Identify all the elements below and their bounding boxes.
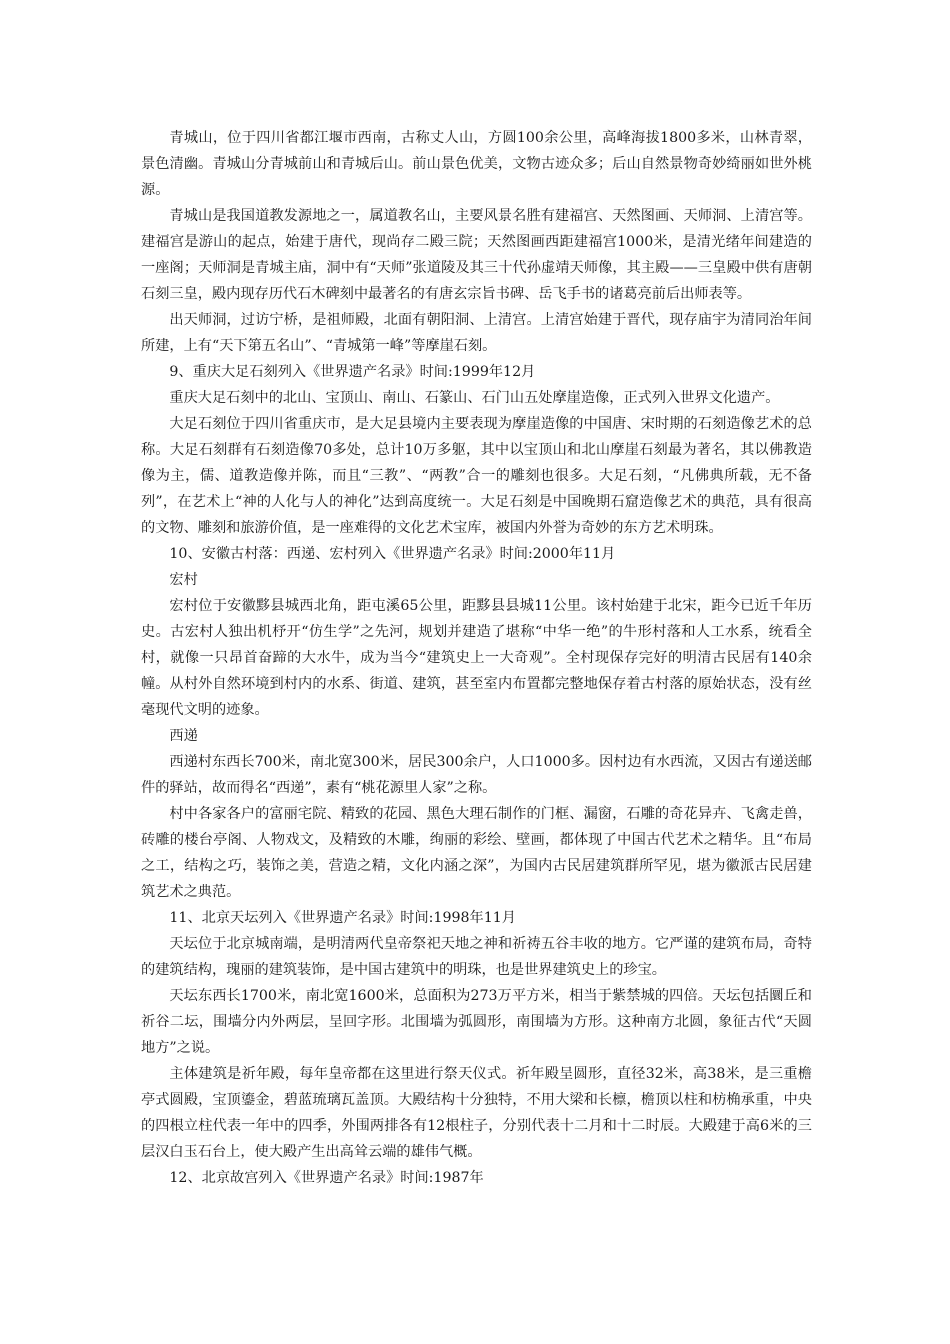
paragraph-temple-layout: 天坛东西长1700米，南北宽1600米，总面积为273万平方米，相当于紫禁城的四倍。天坛包括圜丘和祈谷二坛，围墙分内外两层，呈回字形。北围墙为弧圆形，南围墙为方形。这种南方北圆，象征古代“天圆地方”之说。 [141,988,812,1056]
paragraph-dazu-description: 大足石刻位于四川省重庆市，是大足县境内主要表现为摩崖造像的中国唐、宋时期的石刻造像艺术的总称。大足石刻群有石刻造像70多处，总计10万多躯，其中以宝顶山和北山摩崖石刻最为著名，其以佛教造像为主，儒、道教造像并陈，而且“三教”、“两教”合一的雕刻也很多。大足石刻，“凡佛典所载，无不备列”，在艺术上“神的人化与人的神化”达到高度统一。大足石刻是中国晚期石窟造像艺术的典范，具有很高的文物、雕刻和旅游价值，是一座难得的文化艺术宝库，被国内外誉为奇妙的东方艺术明珠。 [141,416,812,536]
paragraph-qingcheng-intro: 青城山，位于四川省都江堰市西南，古称丈人山，方圆100余公里，高峰海拔1800多米，山林青翠，景色清幽。青城山分青城前山和青城后山。前山景色优美，文物古迹众多；后山自然景物奇妙绮丽如世外桃源。 [141,130,812,198]
paragraph-qinian-hall: 主体建筑是祈年殿，每年皇帝都在这里进行祭天仪式。祈年殿呈圆形，直径32米，高38米，是三重檐亭式圆殿，宝顶鎏金，碧蓝琉璃瓦盖顶。大殿结构十分独特，不用大梁和长檩，檐顶以柱和枋桷承重，中央的四根立柱代表一年中的四季，外围两排各有12根柱子，分别代表十二月和十二时辰。大殿建于高6米的三层汉白玉石台上，使大殿产生出高耸云端的雄伟气概。 [141,1066,812,1160]
heading-dazu-rock-carvings: 9、重庆大足石刻列入《世界遗产名录》时间:1999年12月 [169,364,536,380]
heading-temple-of-heaven: 11、北京天坛列入《世界遗产名录》时间:1998年11月 [169,910,516,926]
paragraph-xidi-size: 西递村东西长700米，南北宽300米，居民300余户，人口1000多。因村边有水西流，又因古有递送邮件的驿站，故而得名“西递”，素有“桃花源里人家”之称。 [141,754,812,796]
paragraph-hongcun: 宏村位于安徽黟县城西北角，距屯溪65公里，距黟县县城11公里。该村始建于北宋，距今已近千年历史。古宏村人独出机杼开“仿生学”之先河，规划并建造了堪称“中华一绝”的牛形村落和人工水系，统看全村，就像一只昂首奋蹄的大水牛，成为当今“建筑史上一大奇观”。全村现保存完好的明清古民居有140余幢。从村外自然环境到村内的水系、街道、建筑，甚至室内布置都完整地保存着古村落的原始状态，没有丝毫现代文明的迹象。 [141,598,812,718]
subheading-xidi: 西递 [169,728,198,744]
subheading-hongcun: 宏村 [169,572,198,588]
document-body [141,125,812,1191]
paragraph-qingcheng-shangqing: 出天师洞，过访宁桥，是祖师殿，北面有朝阳洞、上清宫。上清宫始建于晋代，现存庙宇为清同治年间所建，上有“天下第五名山”、“青城第一峰”等摩崖石刻。 [141,312,812,354]
paragraph-temple-location: 天坛位于北京城南端，是明清两代皇帝祭祀天地之神和祈祷五谷丰收的地方。它严谨的建筑布局，奇特的建筑结构，瑰丽的建筑装饰，是中国古建筑中的明珠，也是世界建筑史上的珍宝。 [141,936,812,978]
heading-anhui-villages: 10、安徽古村落：西递、宏村列入《世界遗产名录》时间:2000年11月 [169,546,616,562]
heading-forbidden-city: 12、北京故宫列入《世界遗产名录》时间:1987年 [169,1170,484,1186]
paragraph-qingcheng-taoism: 青城山是我国道教发源地之一，属道教名山，主要风景名胜有建福宫、天然图画、天师洞、上清宫等。建福宫是游山的起点，始建于唐代，现尚存二殿三院；天然图画西距建福宫1000米，是清光绪年间建造的一座阁；天师洞是青城主庙，洞中有“天师”张道陵及其三十代孙虚靖天师像，其主殿——三皇殿中供有唐朝石刻三皇，殿内现存历代石木碑刻中最著名的有唐玄宗旨书碑、岳飞手书的诸葛亮前后出师表等。 [141,208,812,302]
paragraph-xidi-architecture: 村中各家各户的富丽宅院、精致的花园、黑色大理石制作的门框、漏窗，石雕的奇花异卉、飞禽走兽，砖雕的楼台亭阁、人物戏文，及精致的木雕，绚丽的彩绘、壁画，都体现了中国古代艺术之精华。且“布局之工，结构之巧，装饰之美，营造之精，文化内涵之深”，为国内古民居建筑群所罕见，堪为徽派古民居建筑艺术之典范。 [141,806,812,900]
paragraph-dazu-sites: 重庆大足石刻中的北山、宝顶山、南山、石篆山、石门山五处摩崖造像，正式列入世界文化遗产。 [169,390,780,406]
